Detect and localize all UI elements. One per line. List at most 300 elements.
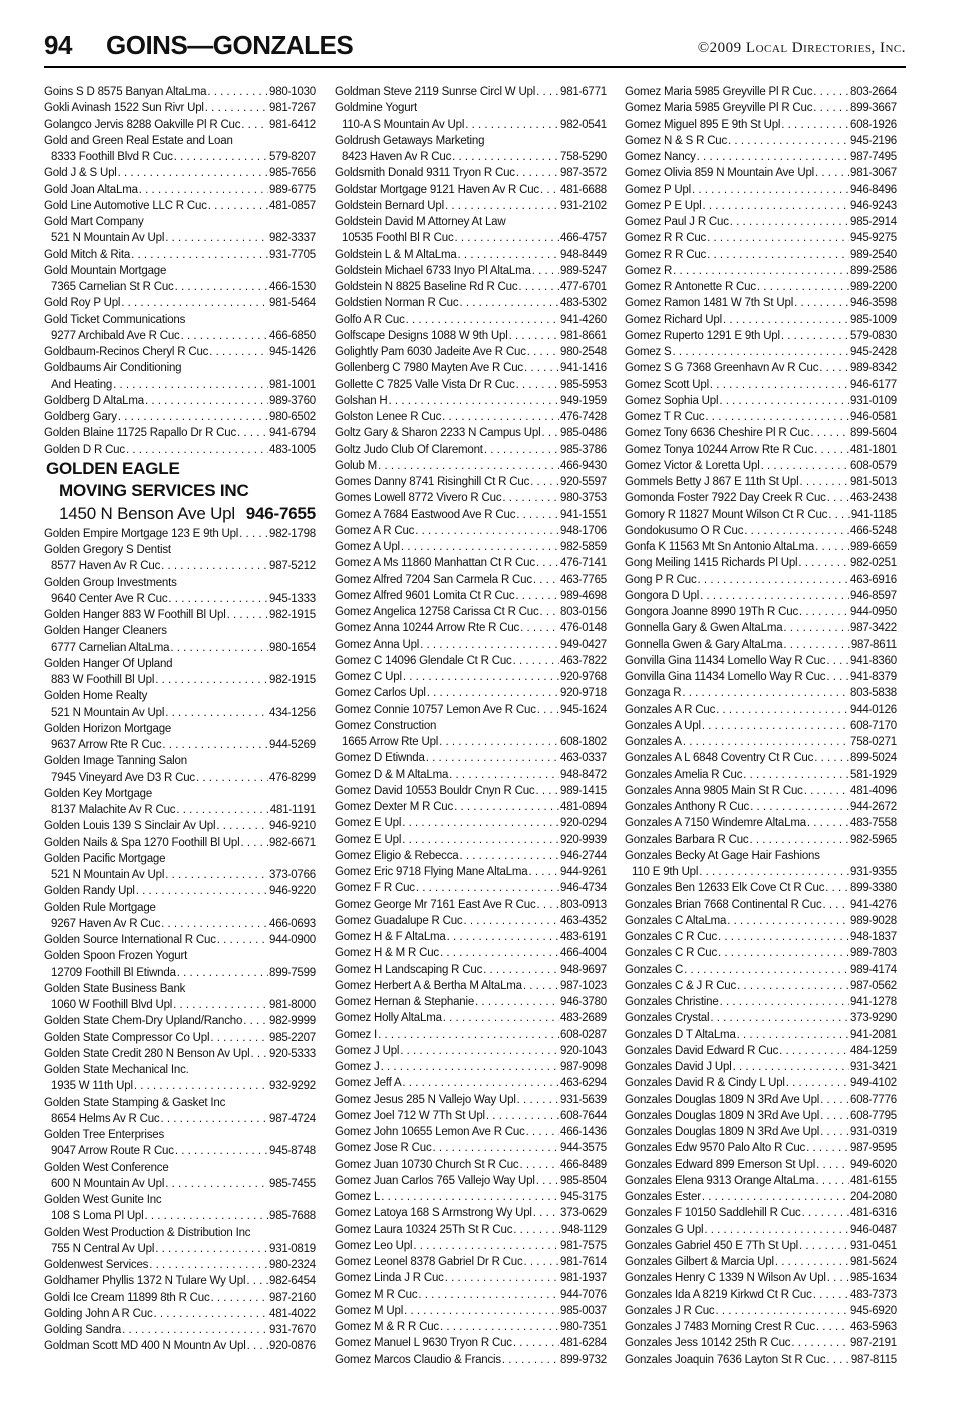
listing-phone: 948-8449 <box>560 248 607 261</box>
listing-entry <box>335 100 607 116</box>
leader-dots <box>162 737 268 753</box>
listing-entry <box>44 900 316 916</box>
listing-entry <box>335 669 607 685</box>
leader-dots <box>121 295 268 311</box>
listing-name: Gomez Juan Carlos 765 Vallejo Way Upl <box>335 1174 535 1187</box>
listing-entry <box>335 945 607 961</box>
listing-phone: 483-1005 <box>269 443 316 456</box>
listing-entry <box>625 328 897 344</box>
listing-entry <box>44 916 316 932</box>
listing-entry <box>44 1225 316 1241</box>
listing-entry <box>335 783 607 799</box>
leader-dots <box>813 84 849 100</box>
leader-dots <box>727 913 849 929</box>
listing-phone: 946-9220 <box>269 885 316 898</box>
leader-dots <box>526 1124 559 1140</box>
listing-name: Golston Lenee R Cuc <box>335 411 442 423</box>
listing-phone: 466-5248 <box>850 524 897 537</box>
listing-phone: 981-7575 <box>560 1239 607 1252</box>
listing-name: Golden D R Cuc <box>44 443 125 456</box>
listing-entry <box>625 1124 897 1140</box>
listing-phone: 608-1802 <box>560 736 607 748</box>
listing-name: Gonzales Douglas 1809 N 3Rd Ave Upl <box>625 1109 820 1122</box>
listing-entry <box>335 1352 607 1368</box>
listing-name: Golfscape Designs 1088 W 9th Upl <box>335 329 508 342</box>
listing-phone: 944-5269 <box>269 739 316 751</box>
listing-name: Gonfa K 11563 Mt Sn Antonio AltaLma <box>625 541 815 553</box>
listing-entry <box>44 721 316 737</box>
listing-phone: 946-6177 <box>850 378 897 391</box>
listing-name: Goldstein David M Attorney At Law <box>335 216 506 228</box>
listing-phone: 981-1937 <box>560 1272 607 1285</box>
listing-name: Gomez Herbert A & Bertha M AltaLma <box>335 979 522 992</box>
listing-entry <box>335 360 607 376</box>
leader-dots <box>243 1013 268 1029</box>
listing-entry <box>44 753 316 769</box>
listing-phone: 982-1798 <box>269 527 316 540</box>
listing-phone: 481-6316 <box>850 1207 897 1220</box>
listing-phone: 476-8299 <box>269 771 316 784</box>
listing-phone: 989-6659 <box>850 541 897 553</box>
listing-phone: 899-5024 <box>850 752 897 765</box>
leader-dots <box>775 1254 849 1270</box>
listing-phone: 946-9210 <box>269 820 316 833</box>
listing-entry <box>44 1078 316 1094</box>
listing-entry <box>335 1205 607 1221</box>
listing-entry <box>335 1010 607 1026</box>
listing-name: Gonzales A Upl <box>625 719 701 732</box>
listing-phone: 373-0629 <box>560 1207 607 1220</box>
listing-entry <box>335 734 607 750</box>
listing-entry <box>335 685 607 701</box>
leader-dots <box>519 1157 559 1173</box>
listing-name: Gonzales D T AltaLma <box>625 1028 736 1041</box>
leader-dots <box>463 913 559 929</box>
listing-name: Gonzales Elena 9313 Orange AltaLma <box>625 1174 815 1187</box>
listing-name: Gomez George Mr 7161 East Ave R Cuc <box>335 898 536 911</box>
listing-entry <box>335 848 607 864</box>
leader-dots <box>699 864 849 880</box>
leader-dots <box>757 279 849 295</box>
listing-entry <box>625 393 897 409</box>
listing-name: Gomez S G 7368 Greenhavn Av R Cuc <box>625 362 819 375</box>
listing-phone: 373-9290 <box>850 1012 897 1025</box>
leader-dots <box>449 767 559 783</box>
leader-dots <box>165 705 268 721</box>
listing-entry <box>44 84 316 100</box>
listing-name: Goins S D 8575 Banyan AltaLma <box>44 86 207 98</box>
leader-dots <box>154 1306 268 1322</box>
listing-phone: 608-7776 <box>850 1093 897 1106</box>
listing-phone: 920-5597 <box>560 476 607 488</box>
listing-phone: 985-3786 <box>560 443 607 456</box>
listing-entry <box>625 978 897 994</box>
listing-phone: 946-8597 <box>850 589 897 602</box>
listing-name: Gomez Olivia 859 N Mountain Ave Upl <box>625 167 815 180</box>
listing-name: Golden Rule Mortgage <box>44 901 156 914</box>
leader-dots <box>533 572 559 588</box>
listing-entry <box>625 425 897 441</box>
listing-phone: 466-1530 <box>269 281 316 293</box>
listing-phone: 985-7688 <box>269 1210 316 1223</box>
listing-entry <box>335 750 607 766</box>
listing-phone: 946-4734 <box>560 882 607 895</box>
listing-entry <box>335 767 607 783</box>
listing-name: Gomez N & S R Cuc <box>625 134 728 147</box>
listing-entry <box>625 604 897 620</box>
listing-name: Golden Home Realty <box>44 690 148 703</box>
listing-name: Golden Image Tanning Salon <box>44 755 187 768</box>
leader-dots <box>743 767 849 783</box>
listing-entry <box>44 100 316 116</box>
listing-entry <box>625 718 897 734</box>
leader-dots <box>673 263 849 279</box>
listing-name: Gomez R R Cuc <box>625 232 707 245</box>
listing-name: Gonzales F 10150 Saddlehill R Cuc <box>625 1207 801 1220</box>
listing-entry <box>625 929 897 945</box>
listing-entry <box>44 1192 316 1208</box>
listing-entry <box>625 1027 897 1043</box>
listing-entry <box>625 897 897 913</box>
leader-dots <box>175 279 268 295</box>
listing-name: Gomez Guadalupe R Cuc <box>335 914 463 927</box>
listing-entry <box>44 786 316 802</box>
listing-name: Gomez Holly AltaLma <box>335 1012 442 1025</box>
listing-name: Gomez A Upl <box>335 541 400 553</box>
listing-entry <box>335 247 607 263</box>
listing-phone: 981-7267 <box>269 102 316 115</box>
listing-name: Goldstien Norman R Cuc <box>335 297 459 310</box>
listing-name: Gonzales Edw 9570 Palo Alto R Cuc <box>625 1142 806 1155</box>
listing-entry <box>335 1173 607 1189</box>
listing-phone: 987-1023 <box>560 979 607 992</box>
listing-name: Gonzales A 7150 Windemre AltaLma <box>625 817 806 830</box>
leader-dots <box>181 328 268 344</box>
leader-dots <box>781 117 849 133</box>
leader-dots <box>523 978 559 994</box>
listing-phone: 931-3421 <box>850 1061 897 1073</box>
listing-entry <box>335 442 607 458</box>
listing-entry <box>625 685 897 701</box>
leader-dots <box>820 1124 849 1140</box>
listing-phone: 758-0271 <box>850 736 897 748</box>
listing-phone: 980-1654 <box>269 641 316 654</box>
listing-phone: 982-0541 <box>560 118 607 131</box>
listing-entry <box>335 214 607 230</box>
listing-phone: 989-9028 <box>850 914 897 927</box>
listing-name: Golden State Credit 280 N Benson Av Upl <box>44 1047 250 1060</box>
listing-phone: 373-0766 <box>269 869 316 881</box>
leader-dots <box>389 393 559 409</box>
listing-name: Gomez P Upl <box>625 183 691 196</box>
listing-phone: 982-9999 <box>269 1015 316 1028</box>
leader-dots <box>165 867 268 883</box>
listing-entry <box>335 702 607 718</box>
listing-entry <box>44 867 316 883</box>
leader-dots <box>484 442 559 458</box>
leader-dots <box>445 1270 559 1286</box>
listing-phone: 982-1915 <box>269 609 316 621</box>
leader-dots <box>673 344 849 360</box>
leader-dots <box>239 526 268 542</box>
leader-dots <box>155 672 268 688</box>
listing-phone: 463-7765 <box>560 573 607 586</box>
listing-phone: 481-6284 <box>560 1337 607 1350</box>
leader-dots <box>820 1092 849 1108</box>
listing-phone: 980-1030 <box>269 86 316 98</box>
listing-entry <box>625 1059 897 1075</box>
listing-entry <box>625 84 897 100</box>
listing-name: Gomez Tonya 10244 Arrow Rte R Cuc <box>625 443 814 456</box>
listing-name: Golden Randy Upl <box>44 885 135 898</box>
listing-name: 8137 Malachite Av R Cuc <box>51 804 176 816</box>
listing-phone: 476-0148 <box>560 622 607 635</box>
listing-entry <box>625 1270 897 1286</box>
listing-name: Goldberg D AltaLma <box>44 394 144 407</box>
leader-dots <box>783 620 849 636</box>
leader-dots <box>518 279 559 295</box>
listing-name: Gonzales Edward 899 Emerson St Upl <box>625 1158 816 1171</box>
listing-entry <box>335 490 607 506</box>
display-ad <box>44 458 316 526</box>
listing-name: Goldstein Michael 6733 Inyo Pl AltaLma <box>335 264 531 277</box>
listing-name: Gomez David 10553 Bouldr Cnyn R Cuc <box>335 784 535 797</box>
listing-phone: 481-4096 <box>850 784 897 797</box>
listing-name: Gong Meiling 1415 Richards Pl Upl <box>625 557 798 570</box>
leader-dots <box>826 669 849 685</box>
listing-entry <box>625 360 897 376</box>
listing-name: Gomez Anna 10244 Arrow Rte R Cuc <box>335 622 520 635</box>
listing-phone: 463-6916 <box>850 573 897 586</box>
leader-dots <box>799 474 849 490</box>
listing-entry <box>625 182 897 198</box>
listing-phone: 920-1043 <box>560 1044 607 1057</box>
leader-dots <box>513 1222 560 1238</box>
listing-entry <box>625 1319 897 1335</box>
listing-name: 110 E 9th Upl <box>632 866 699 878</box>
listing-name: Golden State Chem-Dry Upland/Rancho <box>44 1015 243 1028</box>
listing-entry <box>335 1140 607 1156</box>
listing-phone: 987-8611 <box>850 638 897 651</box>
listing-entry <box>335 344 607 360</box>
listing-entry <box>625 1189 897 1205</box>
leader-dots <box>806 1140 849 1156</box>
listing-entry <box>335 1124 607 1140</box>
listing-entry <box>44 1160 316 1176</box>
listing-entry <box>44 932 316 948</box>
ad-phone: 946-7655 <box>245 503 316 523</box>
listing-entry <box>625 490 897 506</box>
leader-dots <box>791 1335 849 1351</box>
listing-phone: 941-1278 <box>850 996 897 1008</box>
listing-name: Gonzales Joaquin 7636 Layton St R Cuc <box>625 1353 826 1366</box>
listing-phone: 980-6502 <box>269 411 316 423</box>
listing-entry <box>625 198 897 214</box>
listing-name: Gomez Joel 712 W 7Th St Upl <box>335 1109 485 1122</box>
listing-name: Gomez Maria 5985 Greyville Pl R Cuc <box>625 86 813 98</box>
listing-phone: 989-7803 <box>850 947 897 960</box>
listing-phone: 982-6454 <box>269 1275 316 1288</box>
listing-phone: 581-1929 <box>850 768 897 781</box>
leader-dots <box>828 507 850 523</box>
listing-name: Goldbaum-Recinos Cheryl R Cuc <box>44 346 209 358</box>
listing-name: Gomez John 10655 Lemon Ave R Cuc <box>335 1126 525 1138</box>
leader-dots <box>165 1176 268 1192</box>
listing-phone: 481-1801 <box>850 443 897 456</box>
leader-dots <box>702 198 849 214</box>
listing-name: Gomez Scott Upl <box>625 378 709 391</box>
listing-phone: 982-3337 <box>269 232 316 245</box>
listing-name: Golangco Jervis 8288 Oakville Pl R Cuc <box>44 118 241 131</box>
listing-phone: 931-0319 <box>850 1126 897 1138</box>
listing-phone: 987-3422 <box>850 622 897 635</box>
listing-name: Gomez Ramon 1481 W 7th St Upl <box>625 297 794 310</box>
listing-entry <box>625 442 897 458</box>
listing-name: Gomez R Antonette R Cuc <box>625 281 756 293</box>
listing-entry <box>625 880 897 896</box>
listing-phone: 987-2160 <box>269 1291 316 1304</box>
listing-phone: 980-2548 <box>560 346 607 358</box>
listing-entry <box>44 1013 316 1029</box>
leader-dots <box>535 783 559 799</box>
listing-name: Gonzales Brian 7668 Continental R Cuc <box>625 898 822 911</box>
leader-dots <box>737 1027 849 1043</box>
leader-dots <box>718 945 849 961</box>
listing-entry <box>44 1322 316 1338</box>
listing-name: Golden West Gunite Inc <box>44 1194 162 1206</box>
listing-entry <box>625 799 897 815</box>
listing-entry <box>335 328 607 344</box>
listing-phone: 989-8342 <box>850 362 897 375</box>
leader-dots <box>733 1059 849 1075</box>
leader-dots <box>207 84 268 100</box>
listing-entry <box>44 1241 316 1257</box>
listing-name: Gomes Danny 8741 Risinghill Ct R Cuc <box>335 476 530 488</box>
listing-entry <box>44 851 316 867</box>
listing-entry <box>625 653 897 669</box>
listing-phone: 981-8000 <box>269 999 316 1011</box>
listing-entry <box>44 835 316 851</box>
leader-dots <box>779 1043 849 1059</box>
listing-entry <box>44 360 316 376</box>
listing-entry <box>335 913 607 929</box>
listing-entry <box>44 542 316 558</box>
listing-phone: 483-2689 <box>560 1012 607 1025</box>
listing-entry <box>335 507 607 523</box>
leader-dots <box>716 702 849 718</box>
listing-phone: 941-1551 <box>560 508 607 521</box>
listing-name: Gomez Eric 9718 Flying Mane AltaLma <box>335 866 528 878</box>
listing-name: Gongora D Upl <box>625 589 700 602</box>
leader-dots <box>814 442 849 458</box>
listing-name: Gold J & S Upl <box>44 167 117 180</box>
listing-phone: 463-0337 <box>560 752 607 765</box>
listing-phone: 931-5639 <box>560 1093 607 1106</box>
leader-dots <box>737 978 849 994</box>
listing-entry <box>625 1335 897 1351</box>
leader-dots <box>237 425 268 441</box>
listing-entry <box>44 1273 316 1289</box>
leader-dots <box>749 832 849 848</box>
leader-dots <box>118 409 268 425</box>
leader-dots <box>455 230 559 246</box>
listing-phone: 981-8661 <box>560 329 607 342</box>
listing-entry <box>335 1059 607 1075</box>
listing-name: Gonzales Becky At Gage Hair Fashions <box>625 849 820 862</box>
listing-entry <box>335 880 607 896</box>
listing-name: Gonzales A <box>625 736 682 748</box>
listing-name: 9277 Archibald Ave R Cuc <box>51 329 180 342</box>
listing-entry <box>625 1173 897 1189</box>
listing-entry <box>335 815 607 831</box>
listing-phone: 931-0819 <box>269 1242 316 1255</box>
listing-phone: 579-0830 <box>850 329 897 342</box>
listing-entry <box>335 165 607 181</box>
listing-phone: 434-1256 <box>269 706 316 719</box>
leader-dots <box>442 409 559 425</box>
listing-phone: 920-9718 <box>560 687 607 700</box>
listing-entry <box>44 1062 316 1078</box>
leader-dots <box>827 490 849 506</box>
leader-dots <box>458 247 559 263</box>
listing-entry <box>44 1208 316 1224</box>
leader-dots <box>447 929 559 945</box>
listing-phone: 941-8360 <box>850 654 897 667</box>
listing-entry <box>335 1043 607 1059</box>
listing-name: Gonzales David J Upl <box>625 1061 732 1073</box>
leader-dots <box>783 637 849 653</box>
listing-name: Golden State Business Bank <box>44 982 186 995</box>
listing-name: Goldi Ice Cream 11899 8th R Cuc <box>44 1291 210 1304</box>
leader-dots <box>170 640 268 656</box>
listing-entry <box>625 165 897 181</box>
listing-name: Golden Tree Enterprises <box>44 1129 165 1141</box>
listing-phone: 945-9275 <box>850 232 897 245</box>
leader-dots <box>825 880 849 896</box>
leader-dots <box>807 815 849 831</box>
listing-name: 110-A S Mountain Av Upl <box>342 118 465 131</box>
listing-name: Gomez H Landscaping R Cuc <box>335 963 483 976</box>
leader-dots <box>246 1273 268 1289</box>
listing-phone: 920-5333 <box>269 1047 316 1060</box>
listing-phone: 980-7351 <box>560 1321 607 1333</box>
listing-name: Gomez A Ms 11860 Manhattan Ct R Cuc <box>335 557 535 570</box>
listing-phone: 481-1191 <box>269 804 316 816</box>
leader-dots <box>155 1241 268 1257</box>
listing-name: Gomez M Upl <box>335 1304 404 1317</box>
listing-name: 883 W Foothill Bl Upl <box>51 674 155 686</box>
listing-phone: 466-1436 <box>560 1126 607 1138</box>
leader-dots <box>160 1111 268 1127</box>
listing-phone: 985-0037 <box>560 1304 607 1317</box>
listing-name: Golden Group Investments <box>44 576 177 589</box>
listing-name: Gold Joan AltaLma <box>44 183 138 196</box>
leader-dots <box>750 799 849 815</box>
listing-phone: 899-2586 <box>850 264 897 277</box>
listing-entry <box>625 523 897 539</box>
listing-phone: 608-7644 <box>560 1109 607 1122</box>
listing-group-a <box>44 84 316 458</box>
leader-dots <box>692 182 849 198</box>
listing-phone: 931-0109 <box>850 394 897 407</box>
listing-name: Gonzales David R & Cindy L Upl <box>625 1077 785 1090</box>
listing-entry <box>335 620 607 636</box>
leader-dots <box>513 1335 559 1351</box>
leader-dots <box>827 1270 849 1286</box>
listing-name: Gomez Alfred 7204 San Carmela R Cuc <box>335 573 532 586</box>
listing-name: Gomez L <box>335 1191 381 1203</box>
leader-dots <box>502 1352 559 1368</box>
